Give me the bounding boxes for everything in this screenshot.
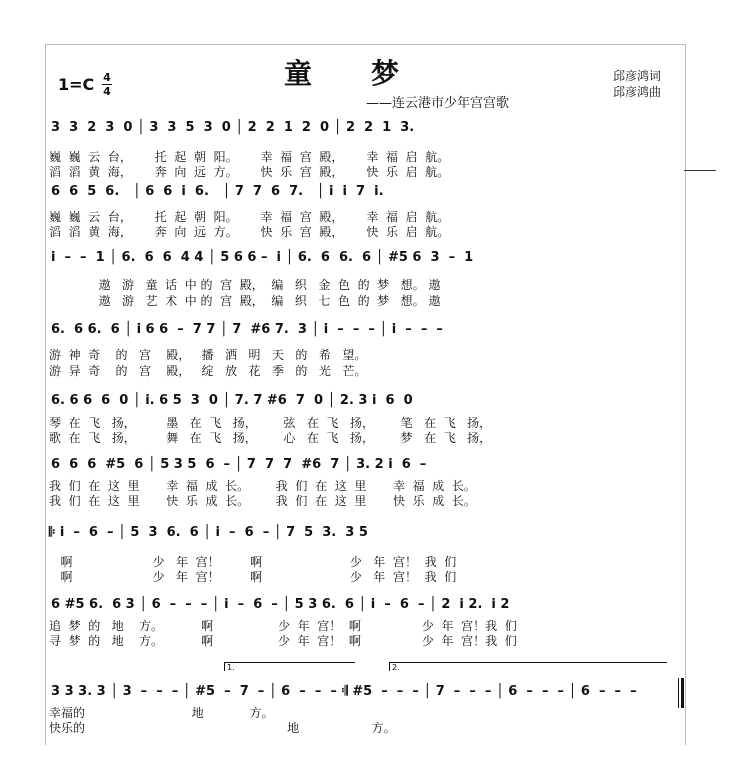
notes-line: 6. 6 6 6 0 │ i. 6 5 3 0 │ 7. 7 #6 7 0 │ 2. 3 i 6 0 xyxy=(51,393,413,408)
subtitle: ——连云港市少年宫宫歌 xyxy=(366,96,510,111)
notes-line: 6 #5 6. 6 3 │ 6 – – – │ i – 6 – │ 5 3 6. 6 │ i – 6 – │ 2 i 2. i 2 xyxy=(51,597,510,612)
lyric-verse-1: 遨 游 童 话 中 的 宫 殿， 编 织 金 色 的 梦 想。 遨 xyxy=(49,278,441,292)
notes-line: 3 3 3. 3 │ 3 – – – │ #5 – 7 – │ 6 – – – 𝄇 #5 – – – │ 7 – – – │ 6 – – – │ 6 – – – xyxy=(51,684,637,699)
lyric-verse-2: 我 们 在 这 里 快 乐 成 长。 我 们 在 这 里 快 乐 成 长。 xyxy=(49,494,476,508)
notes-line: 6 6 6 #5 6 │ 5 3 5 6 – │ 7 7 7 #6 7 │ 3. 2 i 6 – xyxy=(51,457,427,472)
title-char-2: 梦 xyxy=(371,57,402,90)
volta-1: 1. xyxy=(224,662,355,671)
notes-line: 6. 6 6. 6 │ i 6 6 – 7 7 │ 7 #6 7. 3 │ i – – – │ i – – – xyxy=(51,322,443,337)
composer: 邱彦鸿曲 xyxy=(613,85,662,99)
lyric-verse-2: 滔 滔 黄 海， 奔 向 远 方。 快 乐 宫 殿， 快 乐 启 航。 xyxy=(49,225,450,239)
lyric-verse-1: 追 梦 的 地 方。 啊 少 年 宫！ 啊 少 年 宫！我 们 xyxy=(49,619,517,633)
notes-line: 𝄆 i – 6 – │ 5 3 6. 6 │ i – 6 – │ 7 5 3. 3 5 xyxy=(49,525,368,540)
volta-2: 2. xyxy=(389,662,667,671)
lyric-verse-1: 琴 在 飞 扬， 墨 在 飞 扬， 弦 在 飞 扬， 笔 在 飞 扬， xyxy=(49,416,492,430)
title-char-1: 童 xyxy=(284,57,315,90)
notes-line: i – – 1 │ 6. 6 6 4 4 │ 5 6 6 – i │ 6. 6 6. 6 │ #5 6 3 – 1 xyxy=(51,250,474,265)
credits xyxy=(613,68,661,100)
lyric-verse-2: 遨 游 艺 术 中 的 宫 殿， 编 织 七 色 的 梦 想。 遨 xyxy=(49,294,441,308)
side-mark xyxy=(684,170,716,171)
lyric-verse-1: 我 们 在 这 里 幸 福 成 长。 我 们 在 这 里 幸 福 成 长。 xyxy=(49,479,476,493)
lyric-verse-2: 啊 少 年 宫！ 啊 少 年 宫！ 我 们 xyxy=(49,570,457,584)
lyric-verse-2: 滔 滔 黄 海， 奔 向 远 方。 快 乐 宫 殿， 快 乐 启 航。 xyxy=(49,165,450,179)
lyric-verse-1: 游 神 奇 的 宫 殿， 播 洒 明 天 的 希 望。 xyxy=(49,348,367,362)
meter-top: 4 xyxy=(103,71,111,84)
final-barline-thick xyxy=(681,678,684,708)
final-barline-thin xyxy=(678,678,679,708)
lyric-verse-1: 啊 少 年 宫！ 啊 少 年 宫！ 我 们 xyxy=(49,555,457,569)
lyric-verse-2: 快乐的 地 方。 xyxy=(49,721,396,735)
key-signature: 1=C xyxy=(58,75,95,94)
notes-line: 6 6 5 6. │ 6 6 i 6. │ 7 7 6 7. │ i i 7 i. xyxy=(51,184,384,199)
lyric-verse-2: 寻 梦 的 地 方。 啊 少 年 宫！ 啊 少 年 宫！我 们 xyxy=(49,634,517,648)
lyric-verse-1: 幸福的 地 方。 xyxy=(49,706,274,720)
lyric-verse-2: 游 异 奇 的 宫 殿， 绽 放 花 季 的 光 芒。 xyxy=(49,364,367,378)
notes-line: 3 3 2 3 0 │ 3 3 5 3 0 │ 2 2 1 2 0 │ 2 2 1 3. xyxy=(51,120,415,135)
lyric-verse-1: 巍 巍 云 台， 托 起 朝 阳。 幸 福 宫 殿， 幸 福 启 航。 xyxy=(49,150,450,164)
lyric-verse-1: 巍 巍 云 台， 托 起 朝 阳。 幸 福 宫 殿， 幸 福 启 航。 xyxy=(49,210,450,224)
meter-bottom: 4 xyxy=(103,85,111,98)
lyric-verse-2: 歌 在 飞 扬， 舞 在 飞 扬， 心 在 飞 扬， 梦 在 飞 扬， xyxy=(49,431,492,445)
lyricist: 邱彦鸿词 xyxy=(613,69,662,83)
time-signature xyxy=(102,72,112,97)
